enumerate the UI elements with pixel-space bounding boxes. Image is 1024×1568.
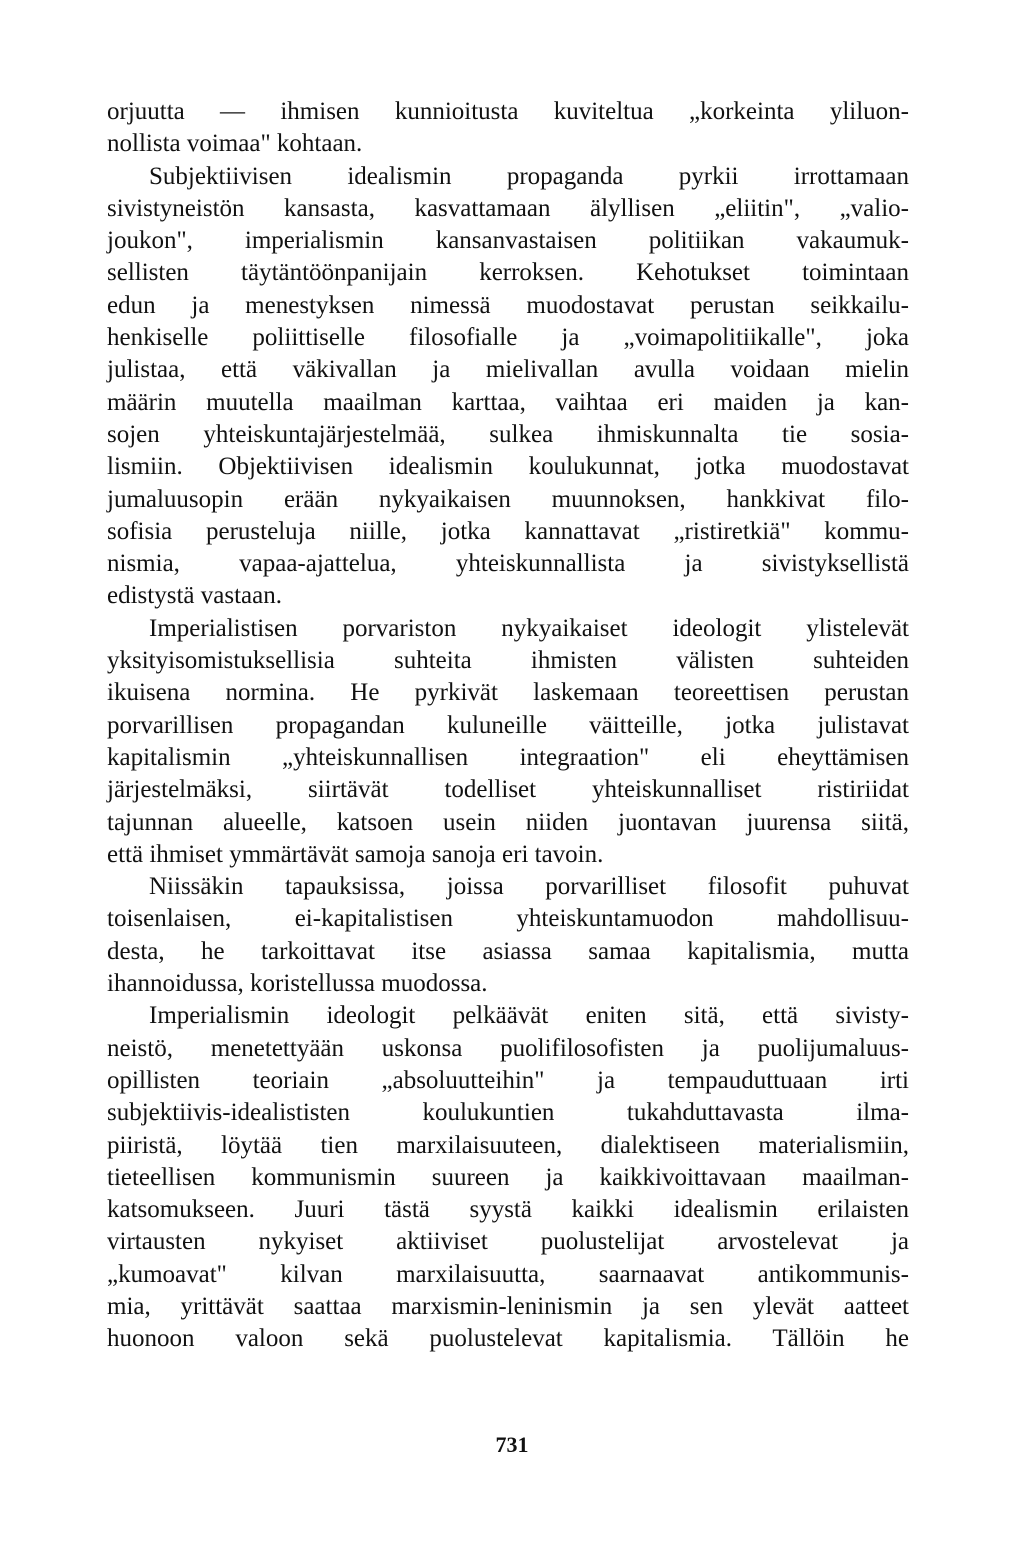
text-line: Subjektiivisen idealismin propaganda pyrkii irrottamaan [149, 162, 909, 190]
text-line: Imperialismin ideologit pelkäävät eniten sitä, että sivisty- [149, 1002, 909, 1030]
text-line: sellisten täytäntöönpanijain kerroksen. Kehotukset toimintaan [107, 259, 909, 287]
text-line: joukon", imperialismin kansanvastaisen politiikan vakaumuk- [107, 227, 909, 255]
text-line: yksityisomistuksellisia suhteita ihmisten välisten suhteiden [107, 647, 909, 675]
text-line: orjuutta — ihmisen kunnioitusta kuviteltua „korkeinta yliluon- [107, 98, 909, 125]
text-line: sojen yhteiskuntajärjestelmää, sulkea ihmiskunnalta tie sosia- [107, 420, 909, 448]
text-line: opillisten teoriain „absoluutteihin" ja tempauduttuaan irti [107, 1066, 909, 1094]
page-body [107, 96, 909, 1516]
text-line: lismiin. Objektiivisen idealismin koulukunnat, jotka muodostavat [107, 453, 909, 481]
text-line: tieteellisen kommunismin suureen ja kaikkivoittavaan maailman- [107, 1163, 909, 1191]
text-line: subjektiivis-idealististen koulukuntien tukahduttavasta ilma- [107, 1099, 909, 1127]
text-line: ikuisena normina. He pyrkivät laskemaan teoreettisen perustan [107, 679, 909, 707]
text-line: henkiselle poliittiselle filosofialle ja „voimapolitiikalle", joka [107, 324, 909, 352]
text-line: neistö, menetettyään uskonsa puolifilosofisten ja puolijumaluus- [107, 1034, 909, 1062]
text-line: nollista voimaa" kohtaan. [107, 130, 363, 158]
text-line: että ihmiset ymmärtävät samoja sanoja eri tavoin. [107, 840, 604, 868]
text-line: „kumoavat" kilvan marxilaisuutta, saarnaavat antikommunis- [107, 1260, 909, 1288]
text-line: järjestelmäksi, siirtävät todelliset yhteiskunnalliset ristiriidat [107, 776, 909, 804]
text-line: edun ja menestyksen nimessä muodostavat perustan seikkailu- [107, 291, 909, 319]
text-line: nismia, vapaa-ajattelua, yhteiskunnallista ja sivistyksellistä [107, 550, 909, 578]
text-line: katsomukseen. Juuri tästä syystä kaikki idealismin erilaisten [107, 1196, 909, 1224]
text-line: mia, yrittävät saattaa marxismin-leninismin ja sen ylevät aatteet [107, 1292, 909, 1320]
page-number: 731 [495, 1432, 529, 1457]
text-line: kapitalismin „yhteiskunnallisen integraation" eli eheyttämisen [107, 743, 909, 771]
text-line: Niissäkin tapauksissa, joissa porvarilliset filosofit puhuvat [149, 873, 909, 901]
text-line: virtausten nykyiset aktiiviset puolustelijat arvostelevat ja [107, 1228, 909, 1256]
text-line: jumaluusopin erään nykyaikaisen muunnoksen, hankkivat filo- [107, 485, 909, 513]
text-line: tajunnan alueelle, katsoen usein niiden juontavan juurensa siitä, [107, 808, 909, 836]
text-line: piiristä, löytää tien marxilaisuuteen, dialektiseen materialismiin, [107, 1131, 909, 1159]
text-line: sivistyneistön kansasta, kasvattamaan älyllisen „eliitin", „valio- [107, 194, 909, 222]
text-line: julistaa, että väkivallan ja mielivallan avulla voidaan mielin [107, 356, 909, 384]
text-line: määrin muutella maailman karttaa, vaihtaa eri maiden ja kan- [107, 388, 909, 416]
text-line: toisenlaisen, ei-kapitalistisen yhteiskuntamuodon mahdollisuu- [107, 905, 909, 933]
text-line: huonoon valoon sekä puolustelevat kapitalismia. Tällöin he [107, 1325, 909, 1353]
text-line: porvarillisen propagandan kuluneille väitteille, jotka julistavat [107, 711, 909, 739]
text-line: ihannoidussa, koristellussa muodossa. [107, 970, 488, 998]
text-line: Imperialistisen porvariston nykyaikaiset ideologit ylistelevät [149, 614, 909, 642]
text-line: edistystä vastaan. [107, 582, 282, 610]
text-line: sofisia perusteluja niille, jotka kannattavat „ristiretkiä" kommu- [107, 517, 909, 545]
text-line: desta, he tarkoittavat itse asiassa samaa kapitalismia, mutta [107, 937, 909, 965]
